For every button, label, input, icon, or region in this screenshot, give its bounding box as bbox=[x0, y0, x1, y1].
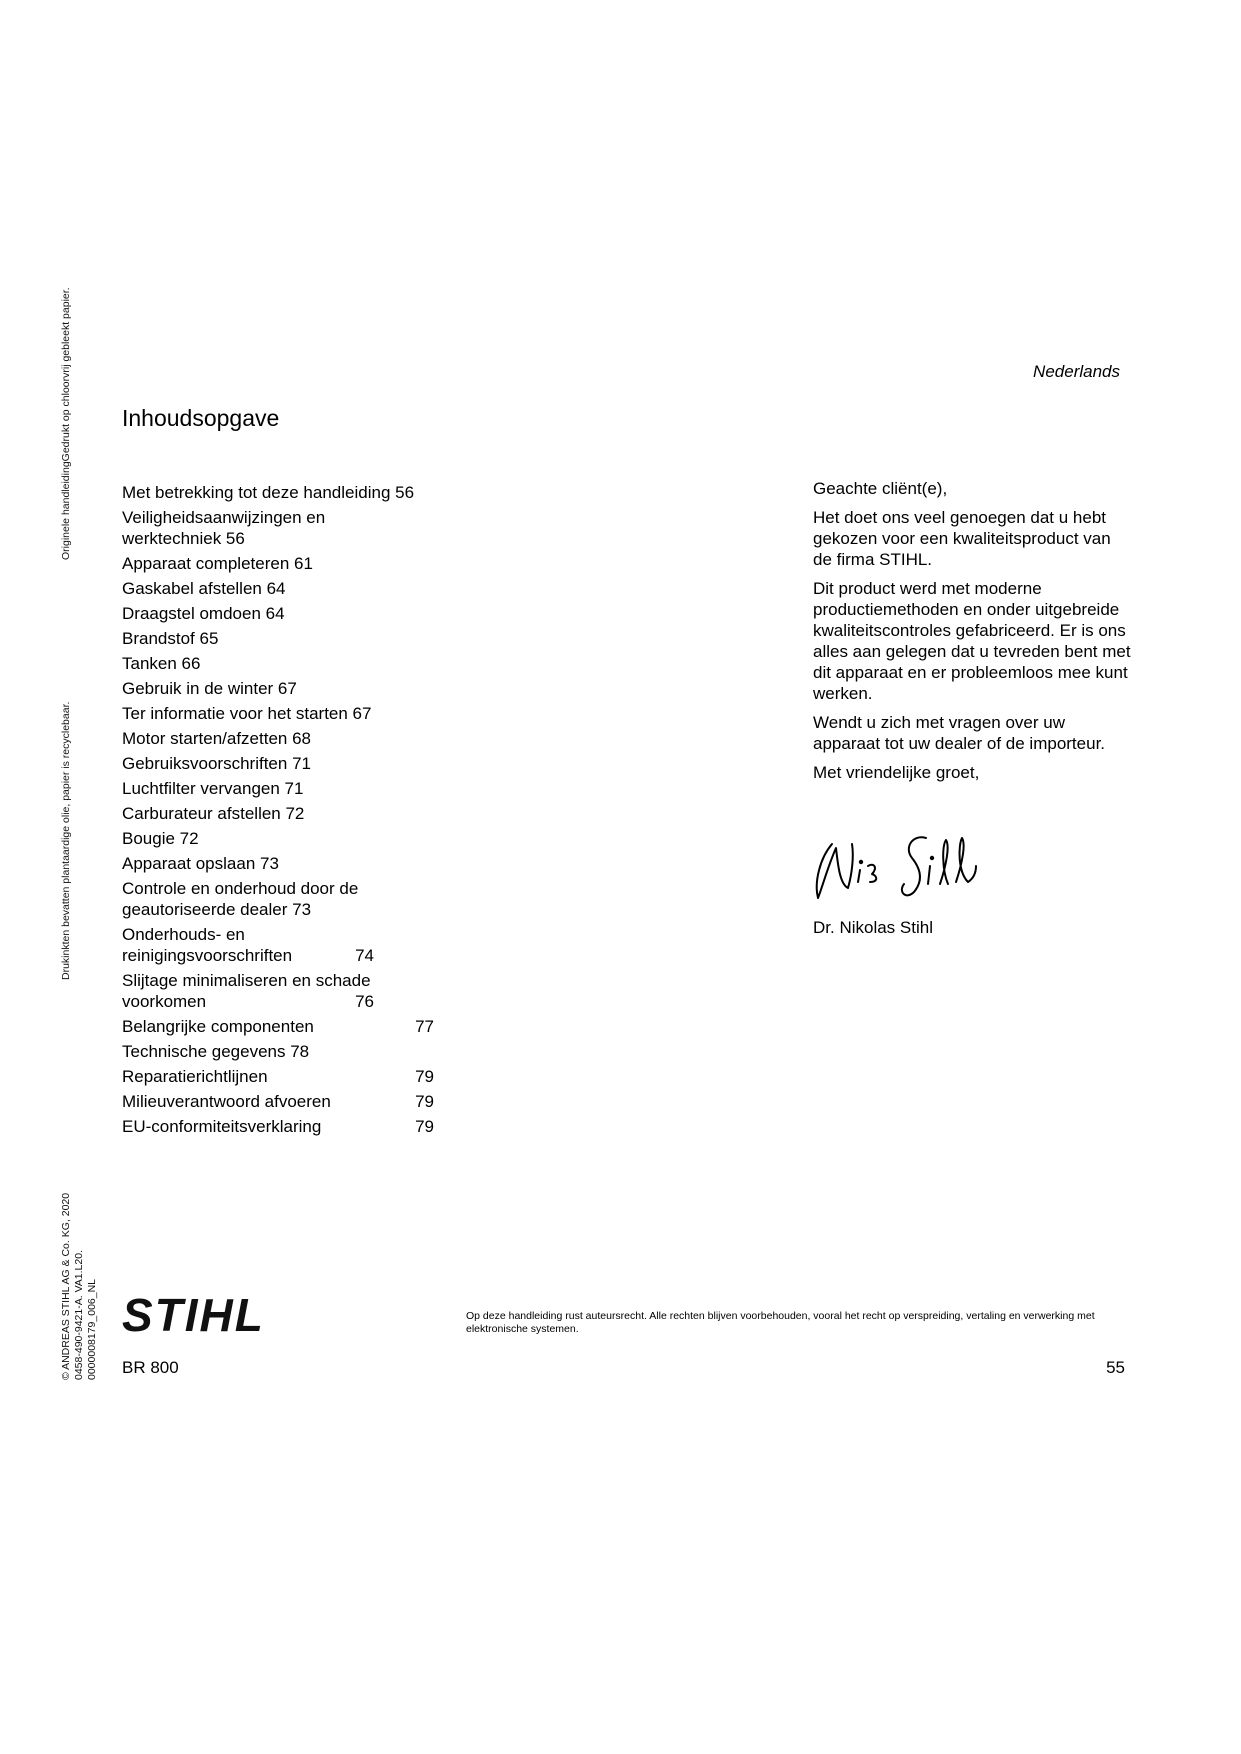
stihl-logo bbox=[120, 1293, 290, 1337]
toc-page-number: 79 bbox=[415, 1067, 434, 1086]
copyright-note: Op deze handleiding rust auteursrecht. Alle rechten blijven voorbehouden, vooral het recht op verspreiding, vertaling en verwerking met elektronische systemen. bbox=[466, 1310, 1095, 1335]
toc-entry[interactable]: Apparaat completeren 61 bbox=[122, 554, 313, 573]
letter-paragraph: Wendt u zich met vragen over uw apparaat tot uw dealer of de importeur. bbox=[813, 713, 1106, 753]
toc-entry[interactable]: Technische gegevens 78 bbox=[122, 1042, 310, 1061]
toc-entry[interactable]: Luchtfilter vervangen 71 bbox=[122, 779, 304, 798]
toc-entry[interactable]: Ter informatie voor het starten 67 bbox=[122, 704, 372, 723]
toc-entry[interactable]: Brandstof 65 bbox=[122, 629, 219, 648]
table-of-contents bbox=[122, 482, 452, 1141]
toc-title: Inhoudsopgave bbox=[122, 405, 280, 431]
letter-closing: Met vriendelijke groet, bbox=[813, 763, 980, 782]
svg-text:STIHL: STIHL bbox=[122, 1293, 265, 1337]
toc-entry[interactable]: Onderhouds- en reinigingsvoorschriften 74 bbox=[122, 925, 374, 965]
toc-entry[interactable]: Draagstel omdoen 64 bbox=[122, 604, 285, 623]
side-code-1: 0458-490-9421-A. VA1.L20. bbox=[73, 1250, 85, 1380]
toc-entry[interactable]: Reparatierichtlijnen 79 bbox=[122, 1067, 434, 1086]
side-copyright: © ANDREAS STIHL AG & Co. KG, 2020 bbox=[60, 1192, 72, 1380]
toc-entry[interactable]: Met betrekking tot deze handleiding 56 bbox=[122, 483, 415, 502]
side-imprint bbox=[60, 180, 120, 1380]
toc-entry[interactable]: Veiligheidsaanwijzingen en werktechniek 56 bbox=[122, 508, 326, 548]
letter-paragraph: Dit product werd met moderne productiemethoden en onder uitgebreide kwaliteitscontroles gefabriceerd. Er is ons alles aan gelegen dat u tevreden bent met dit apparaat en er probleemloos mee kunt werken. bbox=[813, 579, 1131, 703]
toc-entry[interactable]: Controle en onderhoud door de geautoriseerde dealer 73 bbox=[122, 879, 359, 919]
side-code-2: 0000008179_006_NL bbox=[86, 1278, 98, 1380]
toc-entry[interactable]: Bougie 72 bbox=[122, 829, 199, 848]
model-name: BR 800 bbox=[122, 1358, 179, 1377]
toc-entry[interactable]: Belangrijke componenten 77 bbox=[122, 1017, 434, 1036]
toc-page-number: 74 bbox=[355, 946, 374, 965]
toc-entry[interactable]: Gebruik in de winter 67 bbox=[122, 679, 297, 698]
page-number: 55 bbox=[1106, 1358, 1125, 1377]
toc-entry[interactable]: EU-conformiteitsverklaring 79 bbox=[122, 1117, 434, 1136]
toc-page-number: 79 bbox=[415, 1117, 434, 1136]
signature-image bbox=[808, 826, 983, 906]
toc-entry[interactable]: Apparaat opslaan 73 bbox=[122, 854, 279, 873]
toc-entry[interactable]: Gebruiksvoorschriften 71 bbox=[122, 754, 311, 773]
language-label: Nederlands bbox=[1033, 362, 1120, 381]
letter-salutation: Geachte cliënt(e), bbox=[813, 479, 948, 498]
toc-entry[interactable]: Slijtage minimaliseren en schade voorkomen 76 bbox=[122, 971, 374, 1011]
toc-page-number: 76 bbox=[355, 992, 374, 1011]
side-recycling-note: Drukinkten bevatten plantaardige olie, papier is recyclebaar. bbox=[60, 701, 72, 980]
toc-page-number: 77 bbox=[415, 1017, 434, 1036]
toc-entry[interactable]: Motor starten/afzetten 68 bbox=[122, 729, 311, 748]
toc-page-number: 79 bbox=[415, 1092, 434, 1111]
welcome-letter bbox=[813, 478, 1133, 791]
letter-paragraph: Het doet ons veel genoegen dat u hebt gekozen voor een kwaliteitsproduct van de firma STIHL. bbox=[813, 508, 1111, 569]
toc-entry[interactable]: Tanken 66 bbox=[122, 654, 201, 673]
toc-entry[interactable]: Gaskabel afstellen 64 bbox=[122, 579, 286, 598]
toc-entry[interactable]: Milieuverantwoord afvoeren 79 bbox=[122, 1092, 434, 1111]
signer-name: Dr. Nikolas Stihl bbox=[813, 918, 933, 937]
toc-entry[interactable]: Carburateur afstellen 72 bbox=[122, 804, 305, 823]
side-original-note: Originele handleidingGedrukt op chloorvrij gebleekt papier. bbox=[60, 287, 72, 560]
